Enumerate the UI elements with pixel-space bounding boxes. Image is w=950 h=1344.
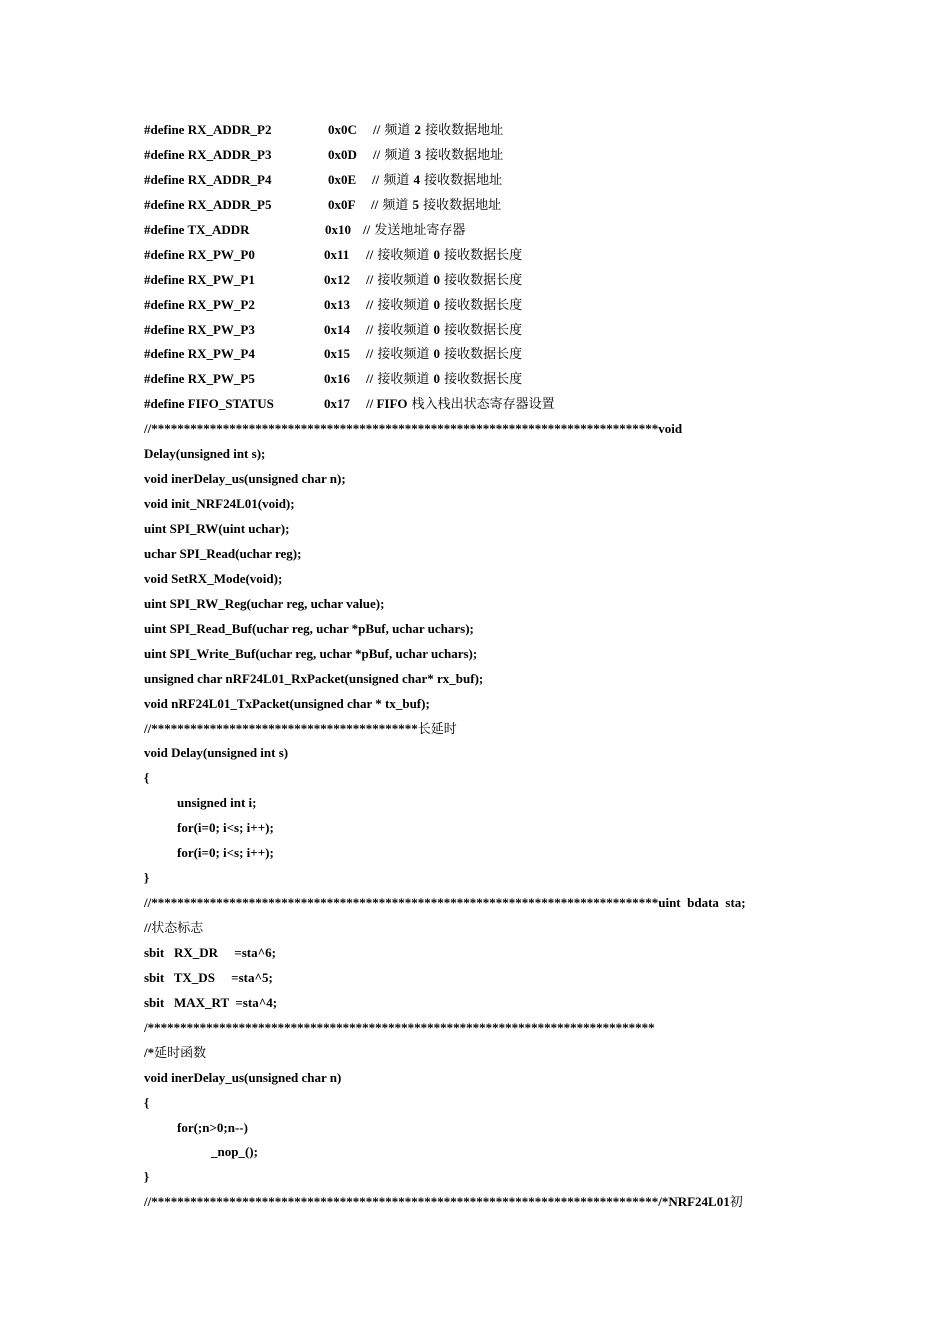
define-value: 0x0D <box>328 146 357 162</box>
define-name: #define RX_ADDR_P3 <box>144 146 272 162</box>
comment-prefix: // <box>366 271 374 287</box>
define-line <box>144 293 824 318</box>
code-line <box>144 966 824 991</box>
define-comment <box>366 243 522 269</box>
code-text: sbit MAX_RT =sta^4; <box>144 994 278 1010</box>
code-line <box>144 442 824 467</box>
define-line <box>144 268 824 293</box>
code-line <box>144 941 824 966</box>
code-line <box>144 1165 824 1190</box>
code-line <box>144 866 824 891</box>
code-line <box>144 567 824 592</box>
define-name: #define RX_ADDR_P4 <box>144 171 272 187</box>
define-comment <box>371 193 501 219</box>
code-comment-text: 长延时 <box>417 721 457 737</box>
define-value: 0x15 <box>324 346 350 362</box>
code-block <box>144 417 824 1215</box>
code-line <box>144 1016 824 1041</box>
code-line <box>144 692 824 717</box>
code-text: void SetRX_Mode(void); <box>144 570 283 586</box>
code-comment-text: 延时函数 <box>154 1045 207 1061</box>
comment-text: 频道 <box>379 172 414 188</box>
code-text: uint SPI_RW_Reg(uchar reg, uchar value); <box>144 595 385 611</box>
code-line <box>144 592 824 617</box>
comment-text: 接收数据地址 <box>419 197 502 213</box>
define-value: 0x0F <box>328 196 356 212</box>
define-comment <box>366 342 522 368</box>
comment-text: 频道 <box>378 197 413 213</box>
comment-number: 0 <box>433 371 440 387</box>
define-name: #define RX_PW_P5 <box>144 371 255 387</box>
define-line <box>144 193 824 218</box>
code-text: /****************************************************************************** <box>144 1019 655 1035</box>
define-value: 0x10 <box>325 221 351 237</box>
define-value: 0x17 <box>324 396 350 412</box>
define-line <box>144 168 824 193</box>
code-line <box>144 417 824 442</box>
comment-number: 0 <box>433 296 440 312</box>
code-text: { <box>144 1094 150 1110</box>
comment-text: 接收数据长度 <box>440 297 523 313</box>
code-text: uchar SPI_Read(uchar reg); <box>144 545 302 561</box>
code-comment-text: 状态标志 <box>151 921 204 936</box>
code-text: for(;n>0;n--) <box>177 1119 248 1135</box>
code-line <box>144 791 824 816</box>
code-text: unsigned char nRF24L01_RxPacket(unsigned char* rx_buf); <box>144 670 484 686</box>
define-line <box>144 342 824 367</box>
code-text: //***************************************** <box>144 720 418 736</box>
code-line <box>144 667 824 692</box>
define-line <box>144 392 824 417</box>
code-line <box>144 542 824 567</box>
code-line <box>144 617 824 642</box>
document-page <box>144 118 824 1215</box>
code-comment-text: 初 <box>729 1195 743 1211</box>
code-line <box>144 841 824 866</box>
code-text: // <box>144 920 152 935</box>
define-value: 0x11 <box>324 246 350 262</box>
comment-text: 接收频道 <box>373 297 434 313</box>
comment-text: 接收频道 <box>373 322 434 338</box>
define-block <box>144 118 824 417</box>
define-name: #define RX_PW_P1 <box>144 271 255 287</box>
code-text: void inerDelay_us(unsigned char n) <box>144 1069 342 1085</box>
define-comment <box>363 218 465 244</box>
define-comment <box>366 268 522 294</box>
code-line <box>144 816 824 841</box>
comment-text: 接收数据长度 <box>440 347 523 363</box>
comment-prefix: // <box>373 146 381 162</box>
define-comment <box>366 293 522 319</box>
code-text: Delay(unsigned int s); <box>144 446 266 462</box>
code-text: uint SPI_RW(uint uchar); <box>144 521 290 536</box>
comment-text: 栈入栈出状态寄存器设置 <box>407 397 555 413</box>
define-name: #define RX_PW_P0 <box>144 246 255 262</box>
code-text: sbit RX_DR =sta^6; <box>144 944 276 960</box>
comment-text: 接收频道 <box>373 372 434 388</box>
define-comment <box>366 318 522 344</box>
code-line <box>144 991 824 1016</box>
code-text: _nop_(); <box>211 1144 258 1160</box>
define-line <box>144 367 824 392</box>
comment-prefix: // <box>366 246 374 262</box>
define-line <box>144 318 824 343</box>
comment-text: 接收数据长度 <box>440 372 523 388</box>
code-line <box>144 642 824 667</box>
code-line <box>144 1091 824 1116</box>
define-comment <box>373 118 503 144</box>
code-text: /* <box>144 1044 155 1060</box>
define-name: #define RX_ADDR_P5 <box>144 196 272 212</box>
comment-number: 0 <box>433 321 440 337</box>
define-value: 0x12 <box>324 271 350 287</box>
code-line <box>144 741 824 766</box>
comment-prefix: // <box>371 196 379 212</box>
define-value: 0x0E <box>328 171 357 187</box>
code-line <box>144 1066 824 1091</box>
code-line <box>144 891 824 916</box>
define-name: #define RX_PW_P4 <box>144 346 255 362</box>
define-comment <box>366 367 522 393</box>
comment-text: 接收频道 <box>373 247 434 263</box>
comment-number: 2 <box>414 122 421 137</box>
code-text: sbit TX_DS =sta^5; <box>144 969 273 985</box>
define-line <box>144 118 824 143</box>
code-text: void Delay(unsigned int s) <box>144 745 289 761</box>
code-text: //******************************************************************************uint bdata sta; <box>144 895 746 911</box>
code-line <box>144 1116 824 1141</box>
comment-text: 接收数据长度 <box>440 247 523 263</box>
code-text: } <box>144 870 150 886</box>
comment-prefix: // <box>363 221 371 237</box>
code-text: unsigned int i; <box>177 795 257 811</box>
code-text: void inerDelay_us(unsigned char n); <box>144 471 346 487</box>
comment-text: 频道 <box>380 123 415 138</box>
define-name: #define RX_ADDR_P2 <box>144 122 272 137</box>
comment-text: 接收数据长度 <box>440 272 523 288</box>
define-name: #define RX_PW_P2 <box>144 296 255 312</box>
code-text: for(i=0; i<s; i++); <box>177 820 274 836</box>
comment-number: 0 <box>433 246 440 262</box>
comment-prefix: // <box>366 346 374 362</box>
define-value: 0x16 <box>324 371 350 387</box>
define-line <box>144 243 824 268</box>
comment-number: 4 <box>413 171 420 187</box>
code-text: } <box>144 1169 150 1185</box>
code-line <box>144 1041 824 1066</box>
code-line <box>144 916 824 941</box>
code-text: uint SPI_Read_Buf(uchar reg, uchar *pBuf, uchar uchars); <box>144 620 474 636</box>
comment-number: FIFO <box>373 396 408 412</box>
comment-prefix: // <box>366 371 374 387</box>
define-value: 0x13 <box>324 296 350 312</box>
comment-text: 频道 <box>380 147 415 163</box>
define-value: 0x0C <box>328 122 357 137</box>
code-text: //******************************************************************************void <box>144 421 683 437</box>
define-comment <box>372 168 502 194</box>
code-line <box>144 766 824 791</box>
code-text: void init_NRF24L01(void); <box>144 496 295 512</box>
comment-text: 接收频道 <box>373 272 434 288</box>
code-text: uint SPI_Write_Buf(uchar reg, uchar *pBuf, uchar uchars); <box>144 645 478 661</box>
code-line <box>144 517 824 542</box>
code-line <box>144 467 824 492</box>
code-text: void nRF24L01_TxPacket(unsigned char * tx_buf); <box>144 695 430 711</box>
code-line <box>144 492 824 517</box>
comment-prefix: // <box>373 122 381 137</box>
comment-text: 接收数据地址 <box>421 123 504 138</box>
code-line <box>144 717 824 742</box>
code-line <box>144 1140 824 1165</box>
comment-prefix: // <box>366 321 374 337</box>
define-value: 0x14 <box>324 321 350 337</box>
comment-text: 接收数据地址 <box>421 147 504 163</box>
comment-number: 3 <box>414 146 421 162</box>
comment-number: 0 <box>433 346 440 362</box>
comment-text: 发送地址寄存器 <box>370 222 466 238</box>
code-text: //******************************************************************************/*NRF24L01 <box>144 1194 730 1210</box>
define-line <box>144 218 824 243</box>
define-line <box>144 143 824 168</box>
comment-number: 0 <box>433 271 440 287</box>
comment-text: 接收数据长度 <box>440 322 523 338</box>
comment-prefix: // <box>366 396 374 412</box>
comment-prefix: // <box>372 171 380 187</box>
define-name: #define RX_PW_P3 <box>144 321 255 337</box>
comment-number: 5 <box>412 196 419 212</box>
code-text: { <box>144 770 150 786</box>
comment-text: 接收数据地址 <box>420 172 503 188</box>
code-text: for(i=0; i<s; i++); <box>177 845 274 861</box>
define-name: #define TX_ADDR <box>144 221 250 237</box>
comment-prefix: // <box>366 296 374 312</box>
define-name: #define FIFO_STATUS <box>144 396 274 412</box>
define-comment <box>366 392 555 418</box>
comment-text: 接收频道 <box>373 347 434 363</box>
define-comment <box>373 143 503 169</box>
code-line <box>144 1190 824 1215</box>
